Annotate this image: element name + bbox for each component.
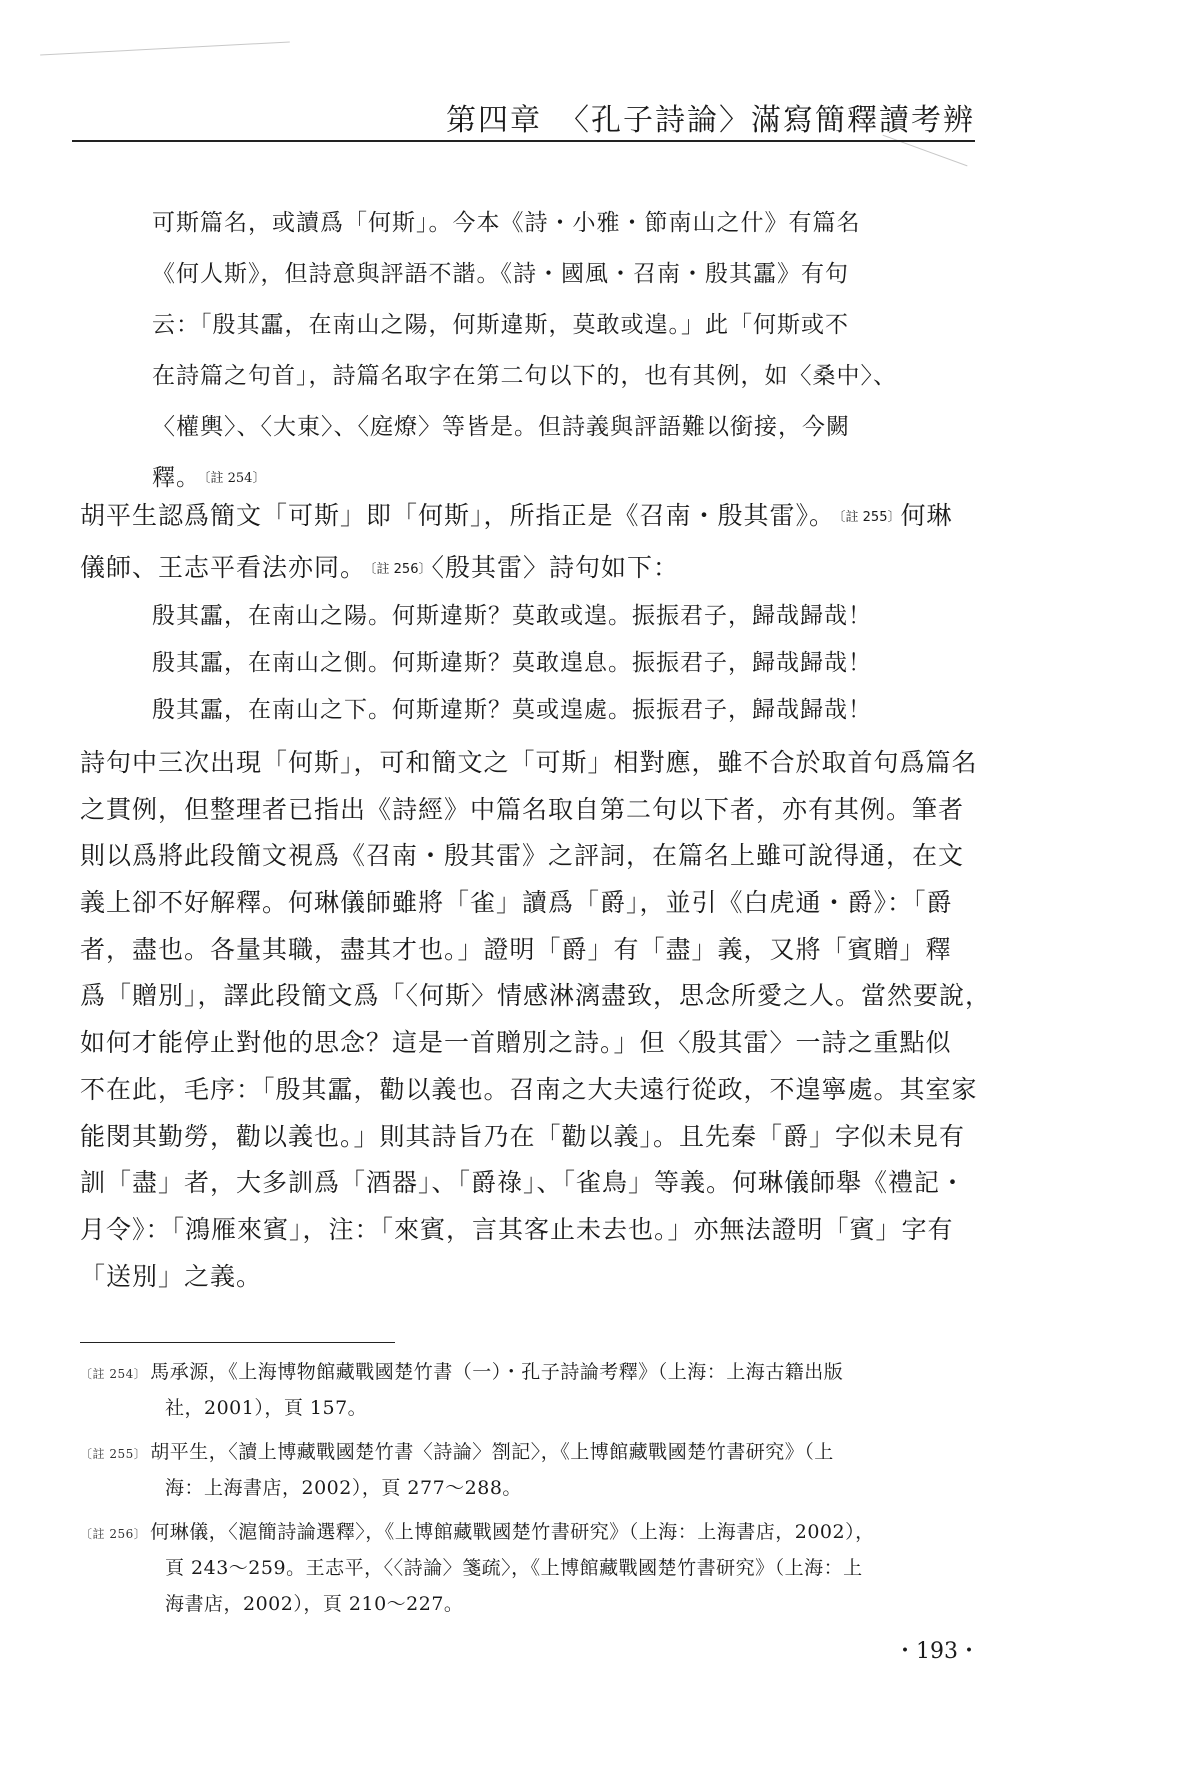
block-quote	[152, 198, 922, 504]
footnote-continuation: 社，2001），頁 157。	[165, 1397, 368, 1419]
body-line: 者，盡也。各量其職，盡其才也。」證明「爵」有「盡」義，又將「賓贈」釋	[80, 934, 952, 964]
footnote-number: 〔註 254〕	[80, 1367, 147, 1381]
body-line: 義上卻不好解釋。何琳儀師雖將「雀」讀爲「爵」，並引《白虎通・爵》：「爵	[80, 888, 953, 918]
quote-line: 〈權輿〉、〈大東〉、〈庭燎〉等皆是。但詩義與評語難以銜接，今闕	[152, 414, 850, 440]
body-line	[80, 542, 980, 594]
footnote-text: 胡平生，〈讀上博藏戰國楚竹書〈詩論〉劄記〉，《上博館藏戰國楚竹書研究》（上	[150, 1441, 834, 1463]
footnote-255	[80, 1434, 980, 1470]
scan-artifact	[40, 41, 290, 55]
footnote-number: 〔註 255〕	[80, 1447, 147, 1461]
footnote-continuation: 海書店，2002），頁 210～227。	[165, 1593, 464, 1615]
footnote-continuation: 頁 243～259。王志平，〈〈詩論〉箋疏〉，《上博館藏戰國楚竹書研究》（上海：上	[165, 1557, 863, 1579]
footnote-ref-256[interactable]: 〔註 256〕	[370, 562, 432, 577]
body-text: 〈殷其雷〉詩句如下：	[431, 553, 679, 582]
paragraph-1	[80, 490, 980, 594]
footnote-text: 馬承源，《上海博物館藏戰國楚竹書（一）・孔子詩論考釋》（上海：上海古籍出版	[150, 1361, 844, 1383]
body-line: 詩句中三次出現「何斯」，可和簡文之「可斯」相對應，雖不合於取首句爲篇名	[80, 748, 978, 777]
body-line: 月令》：「鴻雁來賓」，注：「來賓，言其客止未去也。」亦無法證明「賓」字有	[80, 1214, 954, 1244]
header-rule	[72, 140, 975, 142]
body-text: 儀師、王志平看法亦同。	[80, 553, 367, 582]
body-line	[80, 490, 980, 542]
paragraph-2	[80, 740, 992, 1300]
body-line: 「送別」之義。	[80, 1261, 263, 1291]
quote-last-text: 釋。	[152, 465, 200, 491]
footnote-number: 〔註 256〕	[80, 1527, 147, 1541]
body-line: 如何才能停止對他的思念？這是一首贈別之詩。」但〈殷其雷〉一詩之重點似	[80, 1028, 952, 1058]
quote-line: 在詩篇之句首」，詩篇名取字在第二句以下的，也有其例，如〈桑中〉、	[152, 363, 897, 389]
footnote-256	[80, 1514, 980, 1550]
poem-line: 殷其靁，在南山之下。何斯違斯？莫或遑處。振振君子，歸哉歸哉！	[152, 697, 872, 723]
body-line: 爲「贈別」，譯此段簡文爲「〈何斯〉情感淋漓盡致，思念所愛之人。當然要說，	[80, 981, 992, 1011]
quote-line: 《何人斯》，但詩意與評語不諧。《詩・國風・召南・殷其靁》有句	[152, 261, 849, 287]
footnote-ref-254[interactable]: 〔註 254〕	[204, 471, 266, 486]
body-line: 之貫例，但整理者已指出《詩經》中篇名取自第二句以下者，亦有其例。筆者	[80, 794, 965, 824]
body-line: 不在此，毛序：「殷其靁，勸以義也。召南之大夫遠行從政，不遑寧處。其室家	[80, 1074, 978, 1104]
footnote-continuation: 海：上海書店，2002），頁 277～288。	[165, 1477, 522, 1499]
footnotes	[80, 1352, 980, 1622]
footnote-ref-255[interactable]: 〔註 255〕	[839, 510, 901, 525]
running-header: 第四章 〈孔子詩論〉滿寫簡釋讀考辨	[446, 103, 975, 138]
body-text: 何琳	[900, 501, 953, 530]
footnote-separator	[80, 1342, 395, 1343]
footnote-text: 何琳儀，〈滬簡詩論選釋〉，《上博館藏戰國楚竹書研究》（上海：上海書店，2002），	[150, 1521, 875, 1543]
poem-line: 殷其靁，在南山之側。何斯違斯？莫敢遑息。振振君子，歸哉歸哉！	[152, 650, 872, 676]
page-number: ・193・	[894, 1639, 980, 1664]
poem-quote	[152, 593, 952, 734]
body-line: 訓「盡」者，大多訓爲「酒器」、「爵祿」、「雀鳥」等義。何琳儀師舉《禮記・	[80, 1168, 967, 1198]
footnote-254	[80, 1354, 980, 1390]
quote-line: 云：「殷其靁，在南山之陽，何斯違斯，莫敢或遑。」此「何斯或不	[152, 312, 849, 338]
body-text: 胡平生認爲簡文「可斯」即「何斯」，所指正是《召南・殷其雷》。	[80, 501, 836, 530]
body-line: 能閔其勤勞，勸以義也。」則其詩旨乃在「勸以義」。且先秦「爵」字似未見有	[80, 1121, 966, 1151]
quote-line: 可斯篇名，或讀爲「何斯」。今本《詩・小雅・節南山之什》有篇名	[152, 210, 861, 236]
poem-line: 殷其靁，在南山之陽。何斯違斯？莫敢或遑。振振君子，歸哉歸哉！	[152, 603, 872, 629]
body-line: 則以爲將此段簡文視爲《召南・殷其雷》之評詞，在篇名上雖可說得通，在文	[80, 841, 965, 871]
